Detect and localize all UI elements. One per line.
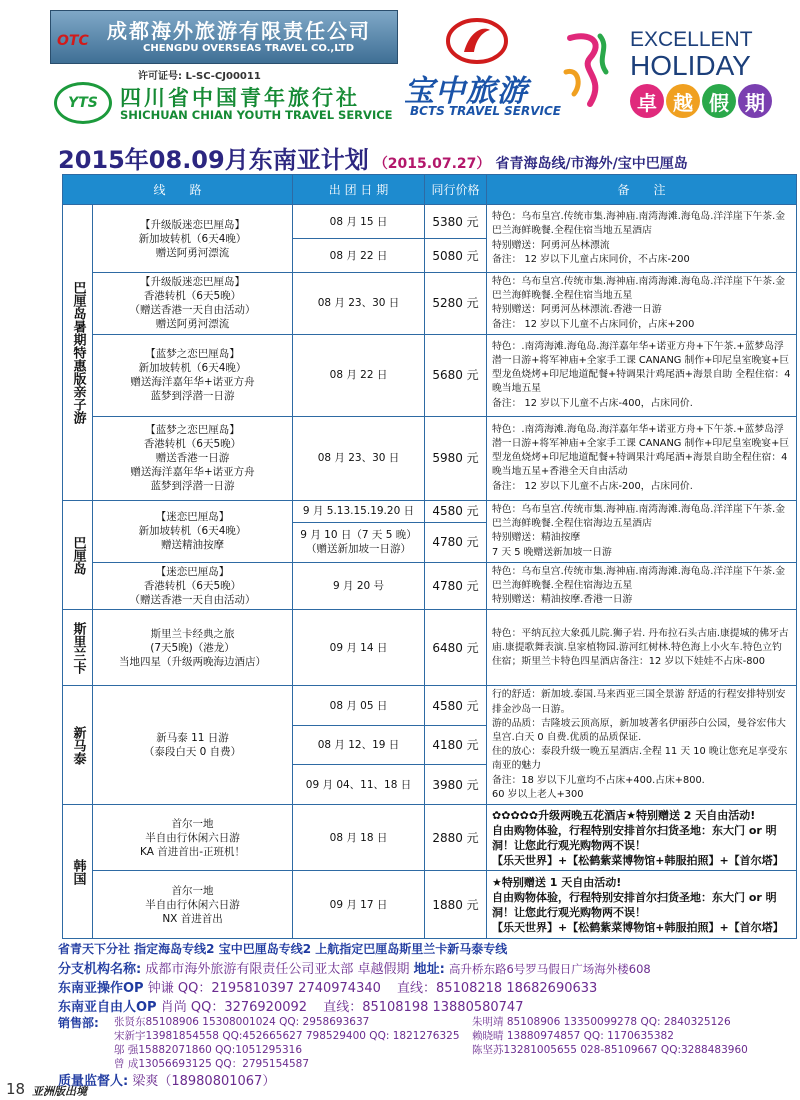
date-cell: 08 月 15 日 — [293, 205, 425, 239]
date-cell: 09 月 17 日 — [293, 871, 425, 939]
excellent-char: 期 — [738, 84, 772, 118]
header-note: 备 注 — [487, 175, 797, 205]
table-row — [63, 500, 797, 522]
excellent-char: 越 — [666, 84, 700, 118]
free-tel: 直线：85108198 13880580747 — [323, 1000, 524, 1015]
sales-contact: 张贤东85108906 15308001024 QQ: 2958693637 — [114, 1016, 370, 1028]
baozhong-name-cn: 宝中旅游 — [404, 74, 528, 109]
region-cell: 斯里兰卡 — [63, 610, 93, 686]
table-row — [63, 610, 797, 686]
header-route: 线 路 — [63, 175, 293, 205]
price-cell: 4580 元 — [425, 500, 487, 522]
date-cell: 08 月 18 日 — [293, 805, 425, 871]
route-cell: 【蓝梦之恋巴厘岛】 香港转机（6天5晚） 赠送香港一日游 赠送海洋嘉年华+诺亚方舟 蓝梦到浮潜一日游 — [93, 416, 293, 500]
route-cell: 斯里兰卡经典之旅 (7天5晚)（港龙） 当地四星（升级两晚海边酒店） — [93, 610, 293, 686]
table-row — [63, 805, 797, 871]
excellent-line1: EXCELLENT — [630, 28, 753, 51]
price-cell: 4580 元 — [425, 686, 487, 726]
excellent-chars — [630, 84, 772, 118]
license-number: 许可证号: L-SC-CJ00011 — [138, 71, 261, 82]
note-cell: 特色：.南湾海滩.海龟岛.海洋嘉年华+诺亚方舟+下午茶.+蓝梦岛浮潜一日游+将军神庙+全家手工课 CANANG 制作+印尼皇室晚宴+巨型龙鱼烧烤+印尼地道配餐+特调果汁鸡尾酒+海景自助全程住宿：4 晚当地五星+香港全天自由活动 备注： 12 岁以下儿童不占床-200，占床同价. — [487, 416, 797, 500]
page-number: 18 — [6, 1080, 26, 1098]
sales-contact: 赖晓晴 13880974857 QQ: 1170635382 — [472, 1030, 674, 1042]
publication-name: 亚洲版出境 — [32, 1085, 87, 1098]
free-line — [58, 996, 523, 1015]
date-cell: 08 月 05 日 — [293, 686, 425, 726]
note-cell: 特色：乌布皇宫.传统市集.海神庙.南湾海滩.海龟岛.洋洋崖下午茶.金巴兰海鲜晚餐.全程住宿海边五星酒店 特别赠送：精油按摩 7 天 5 晚赠送新加坡一日游 — [487, 500, 797, 562]
table-row — [63, 334, 797, 416]
sales-contact: 曾 成13056693125 QQ：2795154587 — [114, 1058, 309, 1070]
op-tel: 直线：85108218 18682690633 — [397, 981, 598, 996]
lines-note: 省青天下分社 指定海岛专线2 宝中巴厘岛专线2 上航指定巴厘岛斯里兰卡新马泰专线 — [58, 942, 508, 956]
date-cell: 9 月 20 号 — [293, 562, 425, 610]
address-value: 高升桥东路6号罗马假日广场海外楼608 — [448, 962, 651, 976]
route-cell: 首尔一地 半自由行休闲六日游 KA 首进首出-正班机！ — [93, 805, 293, 871]
overseas-logo-banner — [50, 10, 398, 64]
route-cell: 【升级版迷恋巴厘岛】 香港转机（6天5晚） （赠送香港一天自由活动） 赠送阿勇河漂流 — [93, 273, 293, 335]
note-cell: 特色：.南湾海滩.海龟岛.海洋嘉年华+诺亚方舟+下午茶.+蓝梦岛浮潜一日游+将军神庙+全家手工课 CANANG 制作+印尼皇室晚宴+巨型龙鱼烧烤+印尼地道配餐+特调果汁鸡尾酒+海景自助 全程住宿：4 晚当地五星 备注： 12 岁以下儿童不占床-400，占床同价. — [487, 334, 797, 416]
table-row — [63, 205, 797, 239]
excellent-char: 假 — [702, 84, 736, 118]
address-label: 地址: — [413, 962, 445, 977]
date-cell: 09 月 04、11、18 日 — [293, 765, 425, 805]
op-value: 钟谦 QQ：2195810397 2740974340 — [147, 981, 381, 996]
free-label: 东南亚自由人OP — [58, 1000, 157, 1015]
table-row — [63, 686, 797, 726]
quality-label: 质量监督人: — [58, 1074, 129, 1089]
route-cell: 【升级版迷恋巴厘岛】 新加坡转机（6天4晚） 赠送阿勇河漂流 — [93, 205, 293, 273]
price-cell: 5680 元 — [425, 334, 487, 416]
note-cell: ★特别赠送 1 天自由活动! 自由购物体验，行程特别安排首尔扫货圣地：东大门 or 明洞！让您此行观光购物两不误！ 【乐天世界】+【松鹤紫菜博物馆+韩服拍照】+【首尔塔】 — [487, 871, 797, 939]
op-line — [58, 977, 597, 996]
header — [0, 0, 800, 134]
page-title — [58, 140, 798, 172]
route-cell: 首尔一地 半自由行休闲六日游 NX 首进首出 — [93, 871, 293, 939]
price-cell: 5280 元 — [425, 273, 487, 335]
price-cell: 5380 元 — [425, 205, 487, 239]
region-cell: 韩国 — [63, 805, 93, 939]
header-price: 同行价格 — [425, 175, 487, 205]
price-cell: 5080 元 — [425, 239, 487, 273]
note-cell: 特色：乌布皇宫.传统市集.海神庙.南湾海滩.海龟岛.洋洋崖下午茶.金巴兰海鲜晚餐.全程住宿当地五星酒店 特别赠送：阿勇河丛林漂流 备注： 12 岁以下儿童占床同价，不占床-200 — [487, 205, 797, 273]
date-cell: 9 月 10 日（7 天 5 晚） （赠送新加坡一日游） — [293, 522, 425, 562]
region-cell: 巴厘岛暑期特惠版亲子游 — [63, 205, 93, 501]
note-cell: ✿✿✿✿✿升级两晚五花酒店★特别赠送 2 天自由活动! 自由购物体验，行程特别安排首尔扫货圣地：东大门 or 明洞！让您此行观光购物两不误！ 【乐天世界】+【松鹤紫菜博物馆+韩服拍照】+【首尔塔】 — [487, 805, 797, 871]
price-cell: 4180 元 — [425, 725, 487, 765]
table-row — [63, 416, 797, 500]
price-cell: 6480 元 — [425, 610, 487, 686]
date-cell: 08 月 22 日 — [293, 334, 425, 416]
table-header-row — [63, 175, 797, 205]
youth-name-en: SHICHUAN CHIAN YOUTH TRAVEL SERVICE — [120, 108, 393, 122]
price-cell: 5980 元 — [425, 416, 487, 500]
free-value: 肖尚 QQ：3276920092 — [160, 1000, 308, 1015]
region-cell: 新马泰 — [63, 686, 93, 805]
date-cell: 09 月 14 日 — [293, 610, 425, 686]
price-cell: 3980 元 — [425, 765, 487, 805]
table-row — [63, 273, 797, 335]
quality-line — [58, 1070, 275, 1089]
overseas-name-cn: 成都海外旅游有限责任公司 — [107, 19, 371, 43]
note-cell: 特色：平纳瓦拉大象孤儿院.狮子岩. 丹布拉石头古庙.康提城的佛牙古庙.康提歌舞表演.皇家植物园.游河红树林.特色海上小火车.特色立钓住宿；斯里兰卡特色四星酒店备注：12 岁以下娃娃不占床-800 — [487, 610, 797, 686]
overseas-name-en: CHENGDU OVERSEAS TRAVEL CO.,LTD — [143, 43, 355, 54]
itinerary-table — [62, 174, 797, 939]
title-lines: 省青海岛线/市海外/宝中巴厘岛 — [495, 156, 688, 172]
route-cell: 【迷恋巴厘岛】 新加坡转机（6天4晚） 赠送精油按摩 — [93, 500, 293, 562]
branch-label: 分支机构名称: — [58, 962, 142, 977]
price-cell: 1880 元 — [425, 871, 487, 939]
title-main: 2015年08.09月东南亚计划 — [58, 146, 369, 174]
sales-label: 销售部: — [58, 1016, 99, 1030]
note-cell: 特色：乌布皇宫.传统市集.海神庙.南湾海滩.海龟岛.洋洋崖下午茶.金巴兰海鲜晚餐.全程住宿海边五星 特别赠送：精油按摩.香港一日游 — [487, 562, 797, 610]
price-cell: 2880 元 — [425, 805, 487, 871]
date-cell: 08 月 12、19 日 — [293, 725, 425, 765]
sales-contact: 陈坚苏13281005655 028-85109667 QQ:3288483960 — [472, 1044, 748, 1056]
route-cell: 新马泰 11 日游 （泰段白天 0 自费） — [93, 686, 293, 805]
branch-value: 成都市海外旅游有限责任公司亚太部 卓越假期 — [145, 962, 410, 977]
title-date: （2015.07.27） — [373, 156, 491, 172]
price-cell: 4780 元 — [425, 522, 487, 562]
note-cell: 特色：乌布皇宫.传统市集.海神庙.南湾海滩.海龟岛.洋洋崖下午茶.金巴兰海鲜晚餐.全程住宿当地五星 特别赠送：阿勇河丛林漂流.香港一日游 备注： 12 岁以下儿童不占床同价，占床+200 — [487, 273, 797, 335]
date-cell: 08 月 22 日 — [293, 239, 425, 273]
region-cell: 巴厘岛 — [63, 500, 93, 610]
date-cell: 9 月 5.13.15.19.20 日 — [293, 500, 425, 522]
sales-contact: 邬 强15882071860 QQ:1051295316 — [114, 1044, 303, 1056]
sales-contact: 朱明靖 85108906 13350099278 QQ: 2840325126 — [472, 1016, 731, 1028]
price-cell: 4780 元 — [425, 562, 487, 610]
note-cell: 行的舒适：新加坡.泰国.马来西亚三国全景游 舒适的行程安排特别安排金沙岛一日游。 游的品质：吉隆坡云顶高原，新加坡著名伊丽莎白公园，曼谷宏伟大皇宫.白天 0 自费.优质的品质保证. 住的放心：泰段升级一晚五星酒店.全程 11 天 10 晚让您充足享受东南亚的魅力 备注：18 岁以下儿童均不占床+400.占床+800. 60 岁以上老人+300 — [487, 686, 797, 805]
table-row — [63, 562, 797, 610]
op-label: 东南亚操作OP — [58, 981, 144, 996]
youth-logo-icon: YTS — [54, 82, 112, 124]
date-cell: 08 月 23、30 日 — [293, 273, 425, 335]
route-cell: 【蓝梦之恋巴厘岛】 新加坡转机（6天4晚） 赠送海洋嘉年华+诺亚方舟 蓝梦到浮潜一日游 — [93, 334, 293, 416]
date-cell: 08 月 23、30 日 — [293, 416, 425, 500]
quality-value: 梁爽（18980801067） — [132, 1074, 276, 1089]
sales-contact: 宋新宇13981854558 QQ:452665627 798529400 QQ: 1821276325 — [114, 1030, 460, 1042]
branch-line — [58, 958, 651, 977]
excellent-line2: HOLIDAY — [630, 50, 751, 81]
header-date: 出 团 日 期 — [293, 175, 425, 205]
table-row — [63, 871, 797, 939]
youth-name-cn: 四川省中国青年旅行社 — [120, 86, 360, 110]
route-cell: 【迷恋巴厘岛】 香港转机（6天5晚） （赠送香港一天自由活动） — [93, 562, 293, 610]
baozhong-name-en: BCTS TRAVEL SERVICE — [410, 104, 562, 118]
excellent-char: 卓 — [630, 84, 664, 118]
otc-mark: OTC — [57, 33, 89, 49]
baozhong-logo-icon — [446, 16, 508, 66]
excellent-holiday-logo-icon — [560, 28, 618, 112]
